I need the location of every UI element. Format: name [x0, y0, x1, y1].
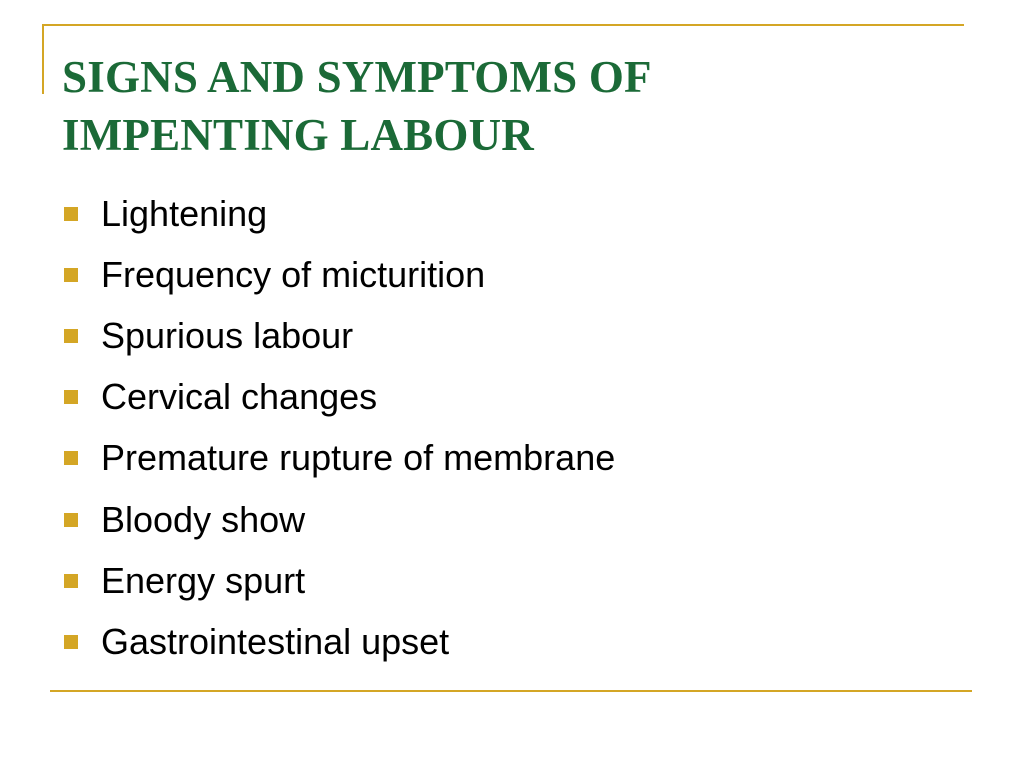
left-border-line — [42, 24, 44, 94]
list-item — [62, 244, 962, 305]
title-line-1: SIGNS AND SYMPTOMS OF — [62, 52, 652, 102]
list-item — [62, 183, 962, 244]
slide-title — [62, 48, 962, 164]
list-item — [62, 428, 962, 489]
list-item — [62, 305, 962, 366]
bullet-text: Premature rupture of membrane — [101, 437, 616, 479]
bullet-text: Bloody show — [101, 498, 306, 540]
square-bullet-icon — [64, 390, 78, 404]
bullet-text: Energy spurt — [101, 559, 306, 601]
bullet-text: Frequency of micturition — [101, 253, 486, 295]
bullet-text: Cervical changes — [101, 376, 378, 418]
bullet-list — [62, 183, 962, 673]
top-border-line — [42, 24, 964, 26]
square-bullet-icon — [64, 513, 78, 527]
bullet-text: Lightening — [101, 192, 268, 234]
bullet-text: Spurious labour — [101, 314, 354, 356]
title-line-2: IMPENTING LABOUR — [62, 110, 534, 160]
list-item — [62, 367, 962, 428]
square-bullet-icon — [64, 451, 78, 465]
list-item — [62, 489, 962, 550]
bottom-border-line — [50, 690, 972, 692]
square-bullet-icon — [64, 635, 78, 649]
square-bullet-icon — [64, 207, 78, 221]
bullet-text: Gastrointestinal upset — [101, 620, 450, 662]
square-bullet-icon — [64, 268, 78, 282]
list-item — [62, 550, 962, 611]
list-item — [62, 611, 962, 672]
square-bullet-icon — [64, 574, 78, 588]
square-bullet-icon — [64, 329, 78, 343]
